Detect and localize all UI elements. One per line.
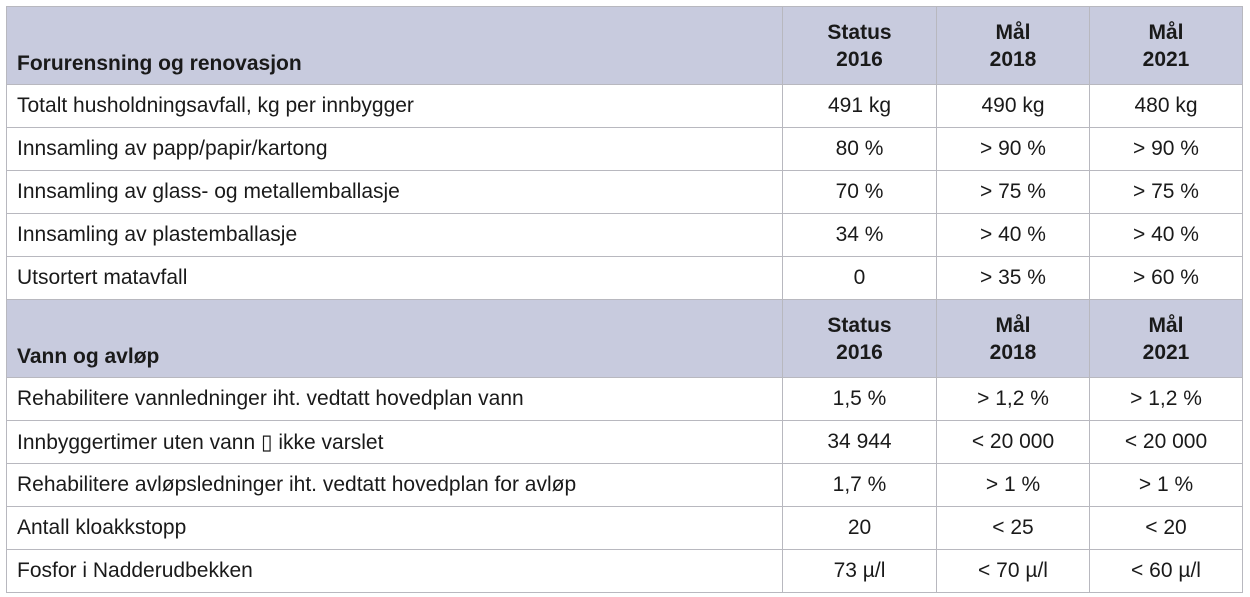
cell-mal-2018: > 75 % <box>937 171 1090 214</box>
cell-mal-2018: < 20 000 <box>937 421 1090 464</box>
cell-mal-2021: > 1 % <box>1090 464 1243 507</box>
table-row <box>7 421 1243 464</box>
cell-status-2016: 34 944 <box>783 421 937 464</box>
row-label: Innsamling av glass- og metallemballasje <box>7 171 783 214</box>
cell-mal-2018: < 70 µ/l <box>937 550 1090 593</box>
cell-status-2016: 34 % <box>783 214 937 257</box>
cell-status-2016: 70 % <box>783 171 937 214</box>
cell-status-2016: 1,5 % <box>783 378 937 421</box>
section-title: Forurensning og renovasjon <box>7 7 783 85</box>
cell-mal-2021: < 60 µ/l <box>1090 550 1243 593</box>
column-header-status-2016: Status 2016 <box>783 300 937 378</box>
cell-mal-2021: 480 kg <box>1090 85 1243 128</box>
row-label: Innsamling av plastemballasje <box>7 214 783 257</box>
cell-mal-2021: < 20 <box>1090 507 1243 550</box>
cell-mal-2018: > 90 % <box>937 128 1090 171</box>
table-row <box>7 128 1243 171</box>
table-row <box>7 550 1243 593</box>
column-header-mal-2021: Mål 2021 <box>1090 300 1243 378</box>
cell-mal-2021: > 90 % <box>1090 128 1243 171</box>
cell-mal-2018: > 1 % <box>937 464 1090 507</box>
section-title: Vann og avløp <box>7 300 783 378</box>
cell-status-2016: 80 % <box>783 128 937 171</box>
section-header-row <box>7 7 1243 85</box>
cell-status-2016: 0 <box>783 257 937 300</box>
row-label: Innbyggertimer uten vann ▯ ikke varslet <box>7 421 783 464</box>
row-label: Rehabilitere vannledninger iht. vedtatt hovedplan vann <box>7 378 783 421</box>
cell-status-2016: 20 <box>783 507 937 550</box>
section-header-row <box>7 300 1243 378</box>
cell-mal-2018: > 40 % <box>937 214 1090 257</box>
row-label: Rehabilitere avløpsledninger iht. vedtatt hovedplan for avløp <box>7 464 783 507</box>
table-row <box>7 257 1243 300</box>
cell-mal-2021: < 20 000 <box>1090 421 1243 464</box>
table-row <box>7 85 1243 128</box>
table-row <box>7 378 1243 421</box>
cell-mal-2021: > 40 % <box>1090 214 1243 257</box>
cell-mal-2021: > 75 % <box>1090 171 1243 214</box>
cell-status-2016: 73 µ/l <box>783 550 937 593</box>
row-label: Antall kloakkstopp <box>7 507 783 550</box>
table-row <box>7 464 1243 507</box>
cell-status-2016: 1,7 % <box>783 464 937 507</box>
column-header-mal-2018: Mål 2018 <box>937 7 1090 85</box>
column-header-status-2016: Status 2016 <box>783 7 937 85</box>
cell-mal-2018: > 1,2 % <box>937 378 1090 421</box>
table-row <box>7 507 1243 550</box>
cell-mal-2018: > 35 % <box>937 257 1090 300</box>
row-label: Totalt husholdningsavfall, kg per innbygger <box>7 85 783 128</box>
cell-mal-2018: < 25 <box>937 507 1090 550</box>
indicator-table <box>6 6 1243 593</box>
cell-mal-2021: > 60 % <box>1090 257 1243 300</box>
row-label: Utsortert matavfall <box>7 257 783 300</box>
column-header-mal-2021: Mål 2021 <box>1090 7 1243 85</box>
cell-status-2016: 491 kg <box>783 85 937 128</box>
table-row <box>7 214 1243 257</box>
row-label: Innsamling av papp/papir/kartong <box>7 128 783 171</box>
table-row <box>7 171 1243 214</box>
cell-mal-2021: > 1,2 % <box>1090 378 1243 421</box>
column-header-mal-2018: Mål 2018 <box>937 300 1090 378</box>
row-label: Fosfor i Nadderudbekken <box>7 550 783 593</box>
cell-mal-2018: 490 kg <box>937 85 1090 128</box>
